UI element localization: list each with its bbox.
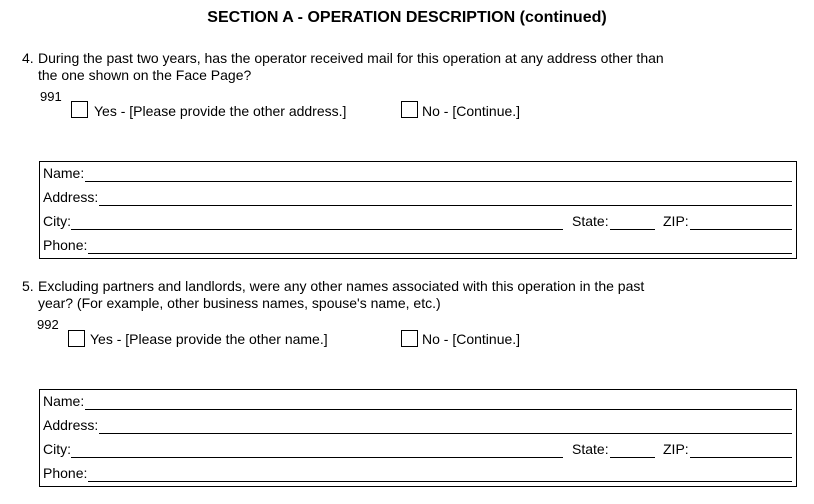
address-row bbox=[40, 186, 796, 210]
state-field[interactable] bbox=[610, 457, 655, 458]
phone-label: Phone: bbox=[43, 465, 88, 481]
no-option-label: No - [Continue.] bbox=[422, 103, 521, 119]
item-code: 992 bbox=[37, 317, 59, 332]
phone-row bbox=[40, 462, 796, 486]
section-title: SECTION A - OPERATION DESCRIPTION (continued) bbox=[207, 9, 607, 26]
question-text-line2: the one shown on the Face Page? bbox=[38, 67, 252, 83]
yes-option-label: Yes - [Please provide the other address.] bbox=[94, 103, 347, 119]
phone-field[interactable] bbox=[88, 481, 792, 482]
address-label: Address: bbox=[43, 189, 99, 205]
name-box bbox=[39, 389, 797, 487]
question-number: 4. bbox=[22, 50, 34, 66]
name-row bbox=[40, 390, 796, 414]
city-row bbox=[40, 438, 796, 462]
city-label: City: bbox=[43, 441, 71, 457]
zip-label: ZIP: bbox=[663, 441, 689, 457]
no-option-label: No - [Continue.] bbox=[422, 331, 521, 347]
name-label: Name: bbox=[43, 165, 85, 181]
question-text-line1: Excluding partners and landlords, were any other names associated with this operation in the past bbox=[38, 278, 645, 294]
city-label: City: bbox=[43, 213, 71, 229]
name-label: Name: bbox=[43, 393, 85, 409]
question-text-line1: During the past two years, has the operator received mail for this operation at any address other than bbox=[38, 50, 664, 66]
address-box bbox=[39, 161, 797, 259]
phone-label: Phone: bbox=[43, 237, 88, 253]
name-row bbox=[40, 162, 796, 186]
item-code: 991 bbox=[40, 89, 62, 104]
question-4 bbox=[0, 50, 814, 84]
yes-option-label: Yes - [Please provide the other name.] bbox=[90, 331, 328, 347]
address-field[interactable] bbox=[99, 433, 792, 434]
zip-field[interactable] bbox=[690, 457, 792, 458]
yes-checkbox[interactable] bbox=[71, 101, 88, 118]
zip-field[interactable] bbox=[690, 229, 792, 230]
yes-checkbox[interactable] bbox=[68, 330, 85, 347]
name-field[interactable] bbox=[85, 409, 792, 410]
address-label: Address: bbox=[43, 417, 99, 433]
question-text-line2: year? (For example, other business names, spouse's name, etc.) bbox=[38, 295, 441, 311]
city-row bbox=[40, 210, 796, 234]
question-5 bbox=[0, 278, 814, 312]
no-checkbox[interactable] bbox=[401, 330, 418, 347]
zip-label: ZIP: bbox=[663, 213, 689, 229]
address-row bbox=[40, 414, 796, 438]
address-field[interactable] bbox=[99, 205, 792, 206]
question-number: 5. bbox=[22, 278, 34, 294]
phone-row bbox=[40, 234, 796, 258]
name-field[interactable] bbox=[85, 181, 792, 182]
no-checkbox[interactable] bbox=[401, 101, 418, 118]
phone-field[interactable] bbox=[88, 253, 792, 254]
state-label: State: bbox=[572, 441, 609, 457]
city-field[interactable] bbox=[71, 229, 563, 230]
state-label: State: bbox=[572, 213, 609, 229]
city-field[interactable] bbox=[71, 457, 563, 458]
state-field[interactable] bbox=[610, 229, 655, 230]
